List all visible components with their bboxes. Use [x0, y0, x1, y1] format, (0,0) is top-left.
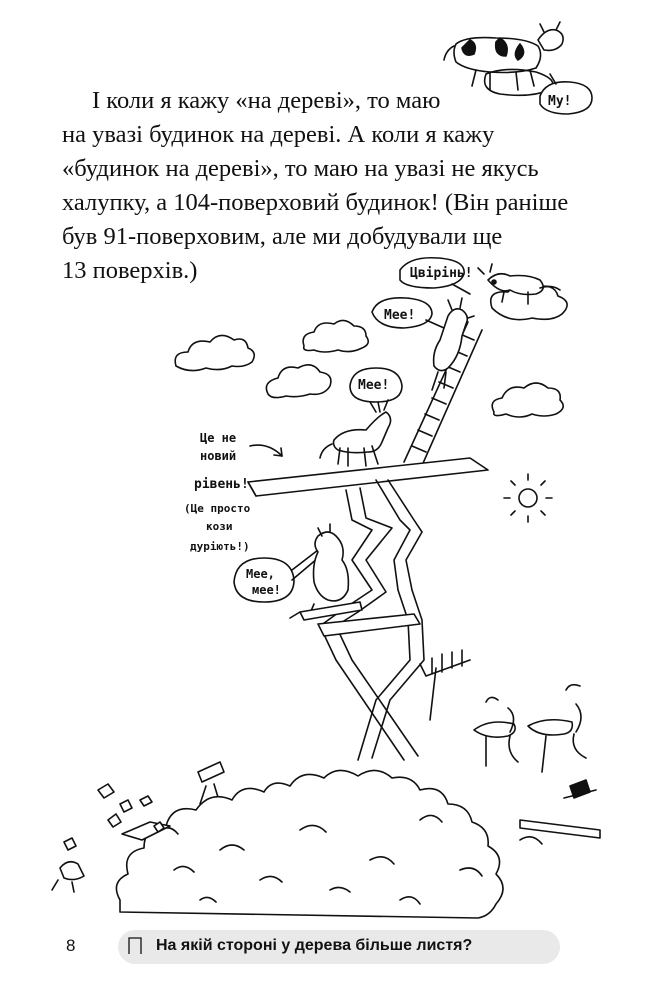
- handwritten-note: [184, 431, 251, 553]
- note-line: Це не: [200, 431, 237, 445]
- text-line: «будинок на дереві», то маю на увазі не якусь: [62, 155, 539, 182]
- text-line: І коли я кажу «на дереві», то маю: [92, 87, 441, 114]
- note-line: (Це просто: [184, 502, 251, 515]
- bird-speech-bubble: [400, 258, 473, 294]
- text-line: халупку, а 104-поверховий будинок! (Він раніше: [62, 189, 569, 216]
- cloud-icon: [266, 365, 331, 398]
- page-footer: [0, 928, 647, 968]
- goat-lower-speech-text: мее!: [252, 583, 281, 597]
- bird-icon: [52, 862, 84, 892]
- goat-platform-speech-bubble: [350, 368, 402, 412]
- antenna-icon: [420, 650, 470, 720]
- page-number: 8: [66, 936, 76, 955]
- goat-icon: [290, 524, 348, 618]
- question-text: На якій стороні у дерева більше листя?: [156, 937, 473, 954]
- door-icon: [128, 937, 142, 955]
- cloud-icon: [303, 320, 368, 352]
- cow-icon: [444, 22, 563, 95]
- tree-foliage: [116, 770, 542, 918]
- propeller-icon: [474, 697, 518, 766]
- cloud-icon: [175, 335, 254, 370]
- note-line: дуріють!): [190, 540, 250, 553]
- arrow-icon: [250, 445, 282, 456]
- cow-speech-text: Му!: [548, 94, 572, 109]
- goat-platform-speech-text: Мее!: [358, 378, 390, 393]
- propeller-icon: [528, 685, 586, 772]
- text-line: 13 поверхів.): [62, 257, 198, 284]
- text-line: був 91-поверховим, але ми добудували ще: [62, 223, 503, 250]
- goat-ladder-speech-text: Мее!: [384, 308, 416, 323]
- goat-icon: [432, 298, 474, 390]
- zigzag-supports: [300, 480, 424, 760]
- cloud-icon: [492, 383, 563, 417]
- cow-speech-bubble: [540, 74, 592, 114]
- note-line: рівень!: [194, 477, 249, 492]
- bird-speech-text: Цвірінь!: [410, 266, 473, 281]
- top-platform: [248, 458, 488, 496]
- goat-lower-speech-bubble: [234, 550, 318, 602]
- text-line: на увазі будинок на дереві. А коли я кажу: [62, 121, 495, 148]
- top-hat-icon: [564, 780, 596, 798]
- goat-lower-speech-text: Мее,: [246, 567, 275, 581]
- note-line: кози: [206, 520, 233, 533]
- sun-icon: [504, 474, 552, 522]
- goat-ladder-speech-bubble: [372, 298, 444, 328]
- note-line: новий: [200, 449, 237, 463]
